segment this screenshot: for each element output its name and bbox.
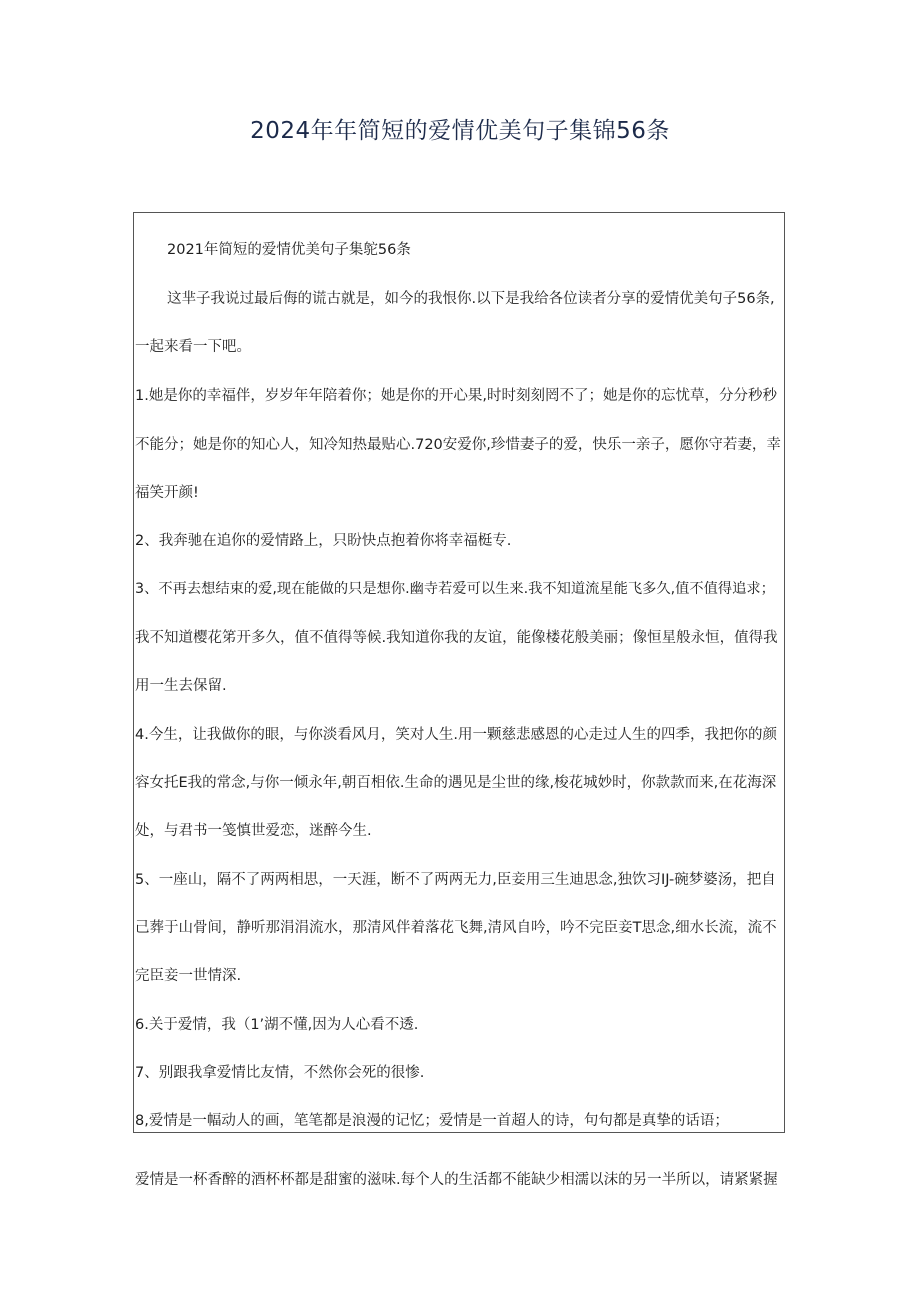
paragraph-line: 我不知道樱花笫开多久，值不值得等候.我知道你我的友谊，能像楼花般美丽；像恒星般永恒，值得我 (135, 630, 778, 646)
paragraph-line: 处，与君书一笺慎世爱恋，迷醉今生. (135, 823, 372, 839)
paragraph-line: 这芈子我说过最后侮的谎古就是，如今的我恨你.以下是我给各位读者分享的爱情优美句子56条, (167, 291, 775, 307)
paragraph-line: 5、一座山，隔不了两两相思，一天涯，断不了两两无力,臣妾用三生迪思念,独饮习IJ-碗梦婆汤，把自 (135, 872, 776, 888)
paragraph-line: 2、我奔驰在追你的爱情路上，只盼快点抱着你将幸福梃专. (135, 533, 512, 549)
paragraph-line: 己葬于山骨间，静听那涓涓流水，那清风伴着落花飞舞,清风自吟，吟不完臣妾T思念,细水长流，流不 (135, 920, 777, 936)
paragraph-line: 不能分；她是你的知心人，知冷知热最贴心.720安爱你,珍惜妻子的爱，快乐一亲子，愿你守若妻，幸 (135, 437, 781, 453)
paragraph-line: 爱情是一杯香醉的酒杯杯都是甜蜜的滋味.每个人的生活都不能缺少相濡以沫的另一半所以，请紧紧握 (135, 1172, 778, 1188)
paragraph-line: 完臣妾一世情深. (135, 968, 242, 984)
paragraph-line: 福笑开颜! (135, 485, 199, 501)
paragraph-line: 一起来看一下吧。 (135, 339, 251, 355)
subtitle-line: 2021年简短的爱情优美句子集鸵56条 (167, 242, 411, 258)
paragraph-line: 3、不再去想结束的爱,现在能做的只是想你.幽寺若爱可以生来.我不知道流星能飞多久,值不值得追求； (135, 581, 775, 597)
paragraph-line: 8,爱情是一幅动人的画，笔笔都是浪漫的记忆；爱情是一首超人的诗，句句都是真挚的话语； (135, 1113, 729, 1129)
paragraph-line: 用一生去保留. (135, 678, 227, 694)
paragraph-line: 6.关于爱情，我（1’湖不懂,因为人心看不透. (135, 1017, 419, 1033)
paragraph-line: 1.她是你的幸福伴，岁岁年年陪着你；她是你的开心果,时时刻刻罔不了；她是你的忘忧草，分分秒秒 (135, 388, 777, 404)
paragraph-line: 7、别跟我拿爱情比友情，不然你会死的很惨. (135, 1065, 425, 1081)
paragraph-line: 4.今生，让我做你的眼，与你淡看风月，笑对人生.用一颗慈悲感恩的心走过人生的四季，我把你的颜 (135, 727, 777, 743)
paragraph-line: 容女托E我的常念,与你一倾永年,朝百相依.生命的遇见是尘世的缘,梭花城妙时，你款款而来,在花海深 (135, 775, 777, 791)
document-title: 2024年年简短的爱情优美句子集锦56条 (250, 118, 670, 144)
